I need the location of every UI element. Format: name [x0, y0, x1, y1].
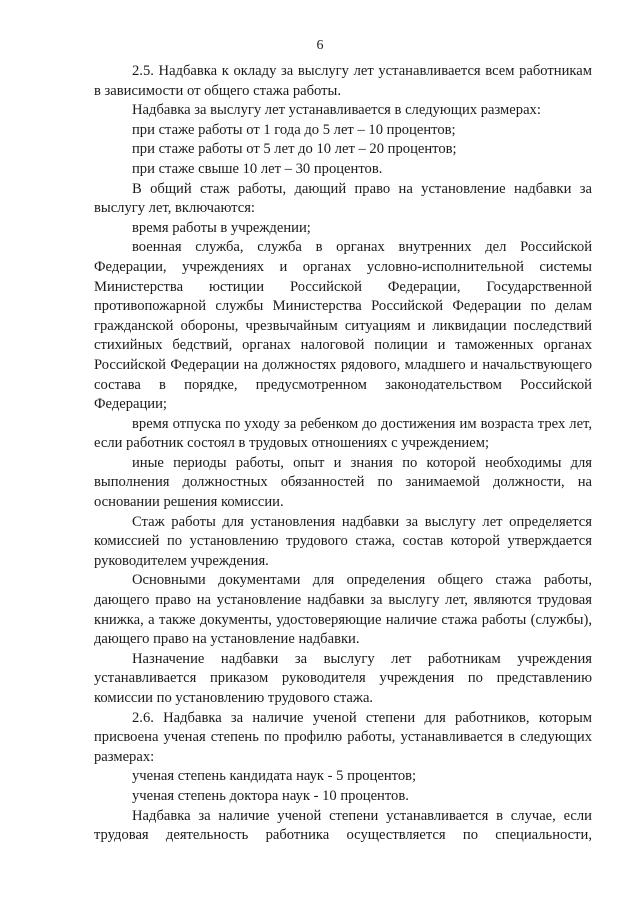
paragraph-total-experience: В общий стаж работы, дающий право на установление надбавки за выслугу лет, включаются:	[94, 180, 592, 217]
page-number: 6	[316, 38, 324, 53]
paragraph-military-service: военная служба, служба в органах внутренних дел Российской Федерации, учреждениях и органах условно-исполнительной системы Министерства юстиции Российской Федерации, Государственной противопожарной службы Министерства Российской Федерации по делам гражданской обороны, чрезвычайным ситуациям и ликвидации последствий стихийных бедствий, органах налоговой полиции и таможенных органах Российской Федерации на должностях рядового, младшего и начальствующего состава в порядке, предусмотренном законодательством Российской Федерации;	[94, 239, 592, 413]
paragraph-documents: Основными документами для определения общего стажа работы, дающего право на установление надбавки за выслугу лет, являются трудовая книжка, а также документы, удостоверяющие наличие стажа работы (службы), дающего право на установление надбавки.	[94, 572, 592, 648]
paragraph-parental-leave: время отпуска по уходу за ребенком до достижения им возраста трех лет, если работник состоял в трудовых отношениях с учреждением;	[94, 415, 592, 452]
paragraph-2-5-intro: 2.5. Надбавка к окладу за выслугу лет устанавливается всем работникам в зависимости от общего стажа работы.	[94, 63, 592, 99]
list-item: при стаже работы от 5 лет до 10 лет – 20 процентов;	[132, 141, 457, 158]
paragraph-degree-condition: Надбавка за наличие ученой степени устанавливается в случае, если трудовая деятельность работника осуществляется по специальности,	[94, 807, 592, 844]
paragraph-commission: Стаж работы для установления надбавки за выслугу лет определяется комиссией по установлению трудового стажа, состав которой утверждается руководителем учреждения.	[94, 513, 592, 569]
list-item: ученая степень кандидата наук - 5 процентов;	[132, 768, 417, 785]
list-item: ученая степень доктора наук - 10 процентов.	[132, 787, 409, 804]
list-item: при стаже свыше 10 лет – 30 процентов.	[132, 160, 383, 177]
list-item: время работы в учреждении;	[132, 219, 311, 236]
paragraph-sizes-intro: Надбавка за выслугу лет устанавливается в следующих размерах:	[132, 102, 541, 119]
list-item: при стаже работы от 1 года до 5 лет – 10 процентов;	[132, 121, 456, 138]
paragraph-2-6-intro: 2.6. Надбавка за наличие ученой степени для работников, которым присвоена ученая степень по профилю работы, устанавливается в следующих размерах:	[94, 709, 592, 765]
document-body	[94, 62, 592, 846]
paragraph-other-periods: иные периоды работы, опыт и знания по которой необходимы для выполнения должностных обязанностей по занимаемой должности, на основании решения комиссии.	[94, 454, 592, 511]
paragraph-appointment: Назначение надбавки за выслугу лет работникам учреждения устанавливается приказом руководителя учреждения по представлению комиссии по установлению трудового стажа.	[94, 650, 592, 706]
